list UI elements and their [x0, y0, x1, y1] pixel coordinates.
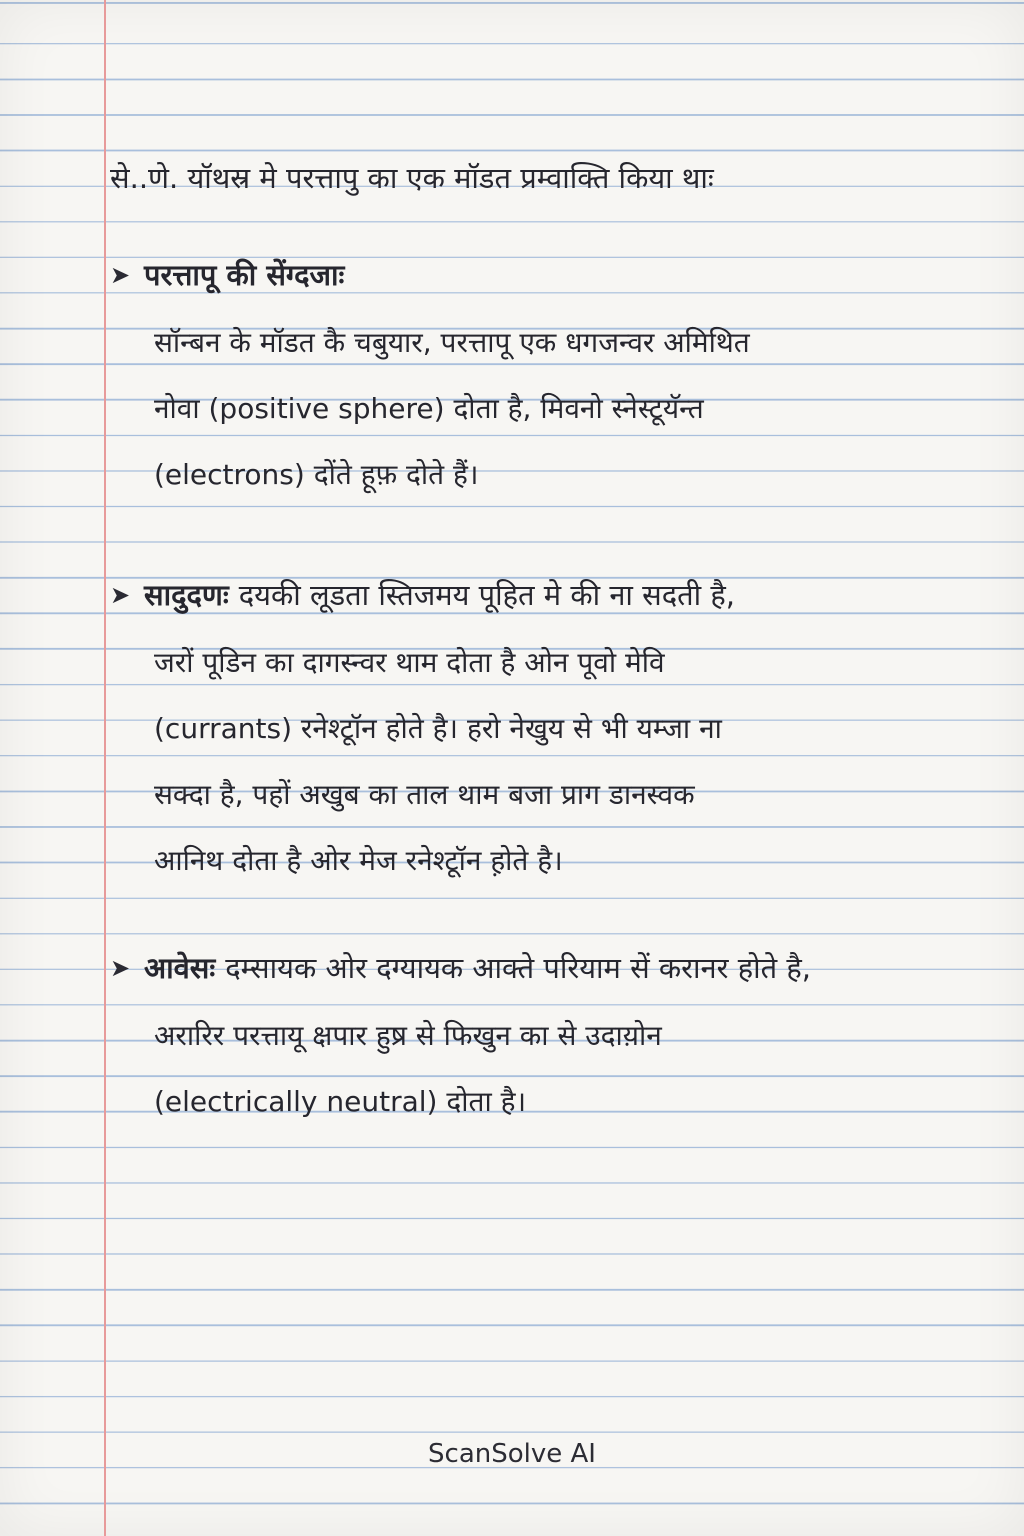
margin-line [104, 0, 106, 1536]
section-line: जरों पूडिन का दागस्न्वर थाम दोता है ओन पूवो मेवि [154, 646, 665, 679]
section-line: (electrons) दोंते हूफ़ दोते हैं। [154, 458, 479, 491]
section-heading [110, 562, 1010, 630]
section-structure [110, 242, 1010, 508]
arrowhead-bullet-icon: ➤ [110, 954, 131, 982]
section-label: परत्तापू की सेंग्दजाः [144, 258, 345, 292]
section-charge [110, 935, 1010, 1135]
section-label: आवेसः [144, 951, 216, 985]
section-line: नोवा (positive sphere) दोता है, मिवनो स्नेस्टूयॅन्त [154, 392, 704, 425]
footer-watermark: ScanSolve AI [428, 1439, 596, 1469]
section-line: (electrically neutral) दोता है। [154, 1085, 527, 1118]
section-example [110, 562, 1010, 894]
section-label: सादुदणः [144, 578, 229, 612]
section-line: (currants) रनेश्टूॉन होते है। हरो नेखुय से भी यम्जा ना [154, 712, 722, 745]
section-line: आनिथ दोता है ओर मेज रनेश्टूॉन ह़ोते है। [154, 844, 563, 877]
section-line: सॉन्बन के मॉडत कै चबुयार, परत्तापू एक धगजन्वर अमिथित [154, 326, 750, 359]
arrowhead-bullet-icon: ➤ [110, 261, 131, 289]
page-title: से..णे. यॉथस्र मे परत्तापु का एक मॉडत प्रम्वाक्ति किया थाः [110, 161, 714, 195]
section-heading-text: दम्सायक ओर दग्यायक आक्ते परियाम सें करानर होते है, [225, 951, 812, 985]
arrowhead-bullet-icon: ➤ [110, 581, 131, 609]
section-heading [110, 242, 1010, 310]
section-heading-text: दयकी लूडता स्तिजमय पूहित मे की ना सदती है, [238, 578, 736, 612]
section-line: अरारिर परत्तायू क्षपार हुष्र से फिखुन का से उदाय़ोन [154, 1019, 662, 1052]
section-heading [110, 935, 1010, 1003]
section-line: सक्दा है, पहों अखुब का ताल थाम बजा प्राग डानस्वक [154, 778, 695, 811]
